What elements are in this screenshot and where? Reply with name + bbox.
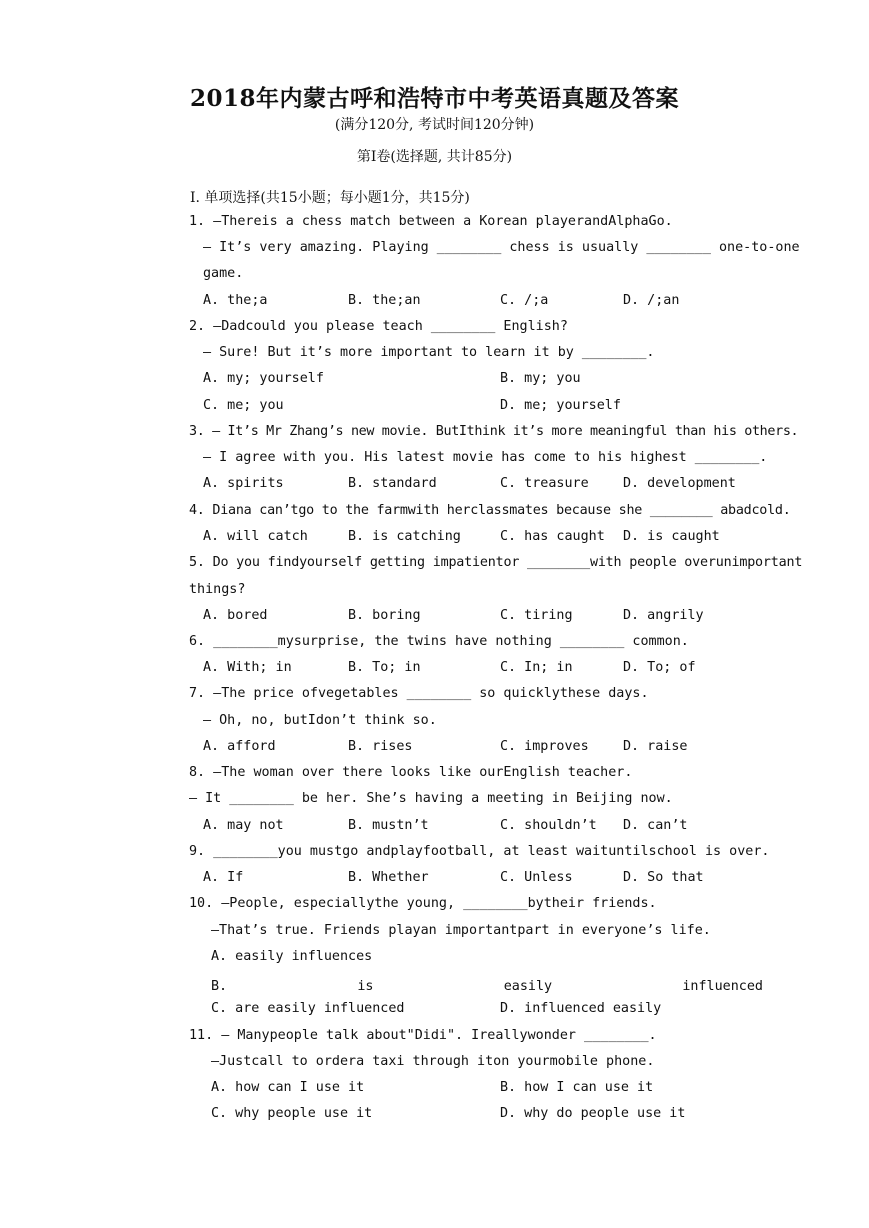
question-1-option-a[interactable]: A. the;a [203,293,268,308]
question-6-stem: 6. ________mysurprise, the twins have nothing ________ common. [189,634,689,649]
question-7-reply: — Oh, no, butIdon’t think so. [203,713,437,728]
question-7-stem: 7. —The price ofvegetables ________ so quicklythese days. [189,686,649,701]
question-2-reply: — Sure! But it’s more important to learn it by ________. [203,345,655,360]
question-10-stem: 10. —People, especiallythe young, ________bytheir friends. [189,896,657,911]
question-4-option-c[interactable]: C. has caught [500,529,605,544]
question-4-option-b[interactable]: B. is catching [348,529,461,544]
question-10-option-c[interactable]: C. are easily influenced [211,1001,405,1016]
question-11-option-c[interactable]: C. why people use it [211,1106,373,1121]
question-6-option-a[interactable]: A. With; in [203,660,292,675]
exam-info: (满分120分, 考试时间120分钟) [334,117,535,133]
question-2-option-b[interactable]: B. my; you [500,371,581,386]
question-9-option-d[interactable]: D. So that [623,870,704,885]
question-1-option-b[interactable]: B. the;an [348,293,421,308]
question-7-option-c[interactable]: C. improves [500,739,589,754]
question-5-stem: 5. Do you findyourself getting impatientor ________with people overunimportant [189,555,803,570]
question-10-option-d[interactable]: D. influenced easily [500,1001,662,1016]
question-1-option-d[interactable]: D. /;an [623,293,680,308]
question-4-stem: 4. Diana can’tgo to the farmwith herclassmates because she ________ abadcold. [189,503,791,518]
question-6-option-b[interactable]: B. To; in [348,660,421,675]
question-9-option-c[interactable]: C. Unless [500,870,573,885]
question-11-option-d[interactable]: D. why do people use it [500,1106,686,1121]
question-9-stem: 9. ________you mustgo andplayfootball, at least waituntilschool is over. [189,844,770,859]
question-7-option-a[interactable]: A. afford [203,739,276,754]
question-3-reply: — I agree with you. His latest movie has come to his highest ________. [203,450,768,465]
question-8-option-b[interactable]: B. mustn’t [348,818,429,833]
question-3-stem: 3. — It’s Mr Zhang’s new movie. ButIthink it’s more meaningful than his others. [189,424,799,439]
question-8-option-a[interactable]: A. may not [203,818,284,833]
question-1-option-c[interactable]: C. /;a [500,293,549,308]
question-4-option-d[interactable]: D. is caught [623,529,720,544]
question-3-option-d[interactable]: D. development [623,476,736,491]
question-11-option-a[interactable]: A. how can I use it [211,1080,365,1095]
question-10-reply: —That’s true. Friends playan importantpart in everyone’s life. [211,923,711,938]
question-8-reply: — It ________ be her. She’s having a meeting in Beijing now. [189,791,673,806]
question-2-option-c[interactable]: C. me; you [203,398,284,413]
question-2-option-d[interactable]: D. me; yourself [500,398,621,413]
question-8-option-c[interactable]: C. shouldn’t [500,818,597,833]
question-2-option-a[interactable]: A. my; yourself [203,371,324,386]
question-6-option-d[interactable]: D. To; of [623,660,696,675]
question-11-option-b[interactable]: B. how I can use it [500,1080,654,1095]
question-5-continuation: things? [189,582,246,597]
question-6-option-c[interactable]: C. In; in [500,660,573,675]
question-11-reply: —Justcall to ordera taxi through iton yourmobile phone. [211,1054,655,1069]
document-title: 2018年内蒙古呼和浩特市中考英语真题及答案 [189,85,679,112]
question-1-reply: — It’s very amazing. Playing ________ chess is usually ________ one-to-one [203,240,800,255]
question-11-stem: 11. — Manypeople talk about"Didi". Ireallywonder ________. [189,1028,657,1043]
section-heading: Ⅰ. 单项选择(共15小题；每小题1分，共15分) [190,190,470,206]
question-8-option-d[interactable]: D. can’t [623,818,688,833]
question-10-option-a[interactable]: A. easily influences [211,949,373,964]
question-9-option-b[interactable]: B. Whether [348,870,429,885]
question-8-stem: 8. —The woman over there looks like ourEnglish teacher. [189,765,633,780]
question-7-option-b[interactable]: B. rises [348,739,413,754]
question-1-continuation: game. [203,266,244,281]
question-5-option-a[interactable]: A. bored [203,608,268,623]
volume-heading: 第Ⅰ卷(选择题, 共计85分) [356,149,513,165]
question-3-option-c[interactable]: C. treasure [500,476,589,491]
question-5-option-c[interactable]: C. tiring [500,608,573,623]
question-5-option-d[interactable]: D. angrily [623,608,704,623]
question-7-option-d[interactable]: D. raise [623,739,688,754]
question-2-stem: 2. —Dadcould you please teach ________ English? [189,319,568,334]
question-3-option-b[interactable]: B. standard [348,476,437,491]
question-3-option-a[interactable]: A. spirits [203,476,284,491]
question-9-option-a[interactable]: A. If [203,870,244,885]
question-4-option-a[interactable]: A. will catch [203,529,308,544]
question-5-option-b[interactable]: B. boring [348,608,421,623]
question-1-stem: 1. —Thereis a chess match between a Korean playerandAlphaGo. [189,214,673,229]
question-10-option-b[interactable]: B. is easily influenced [211,979,763,994]
